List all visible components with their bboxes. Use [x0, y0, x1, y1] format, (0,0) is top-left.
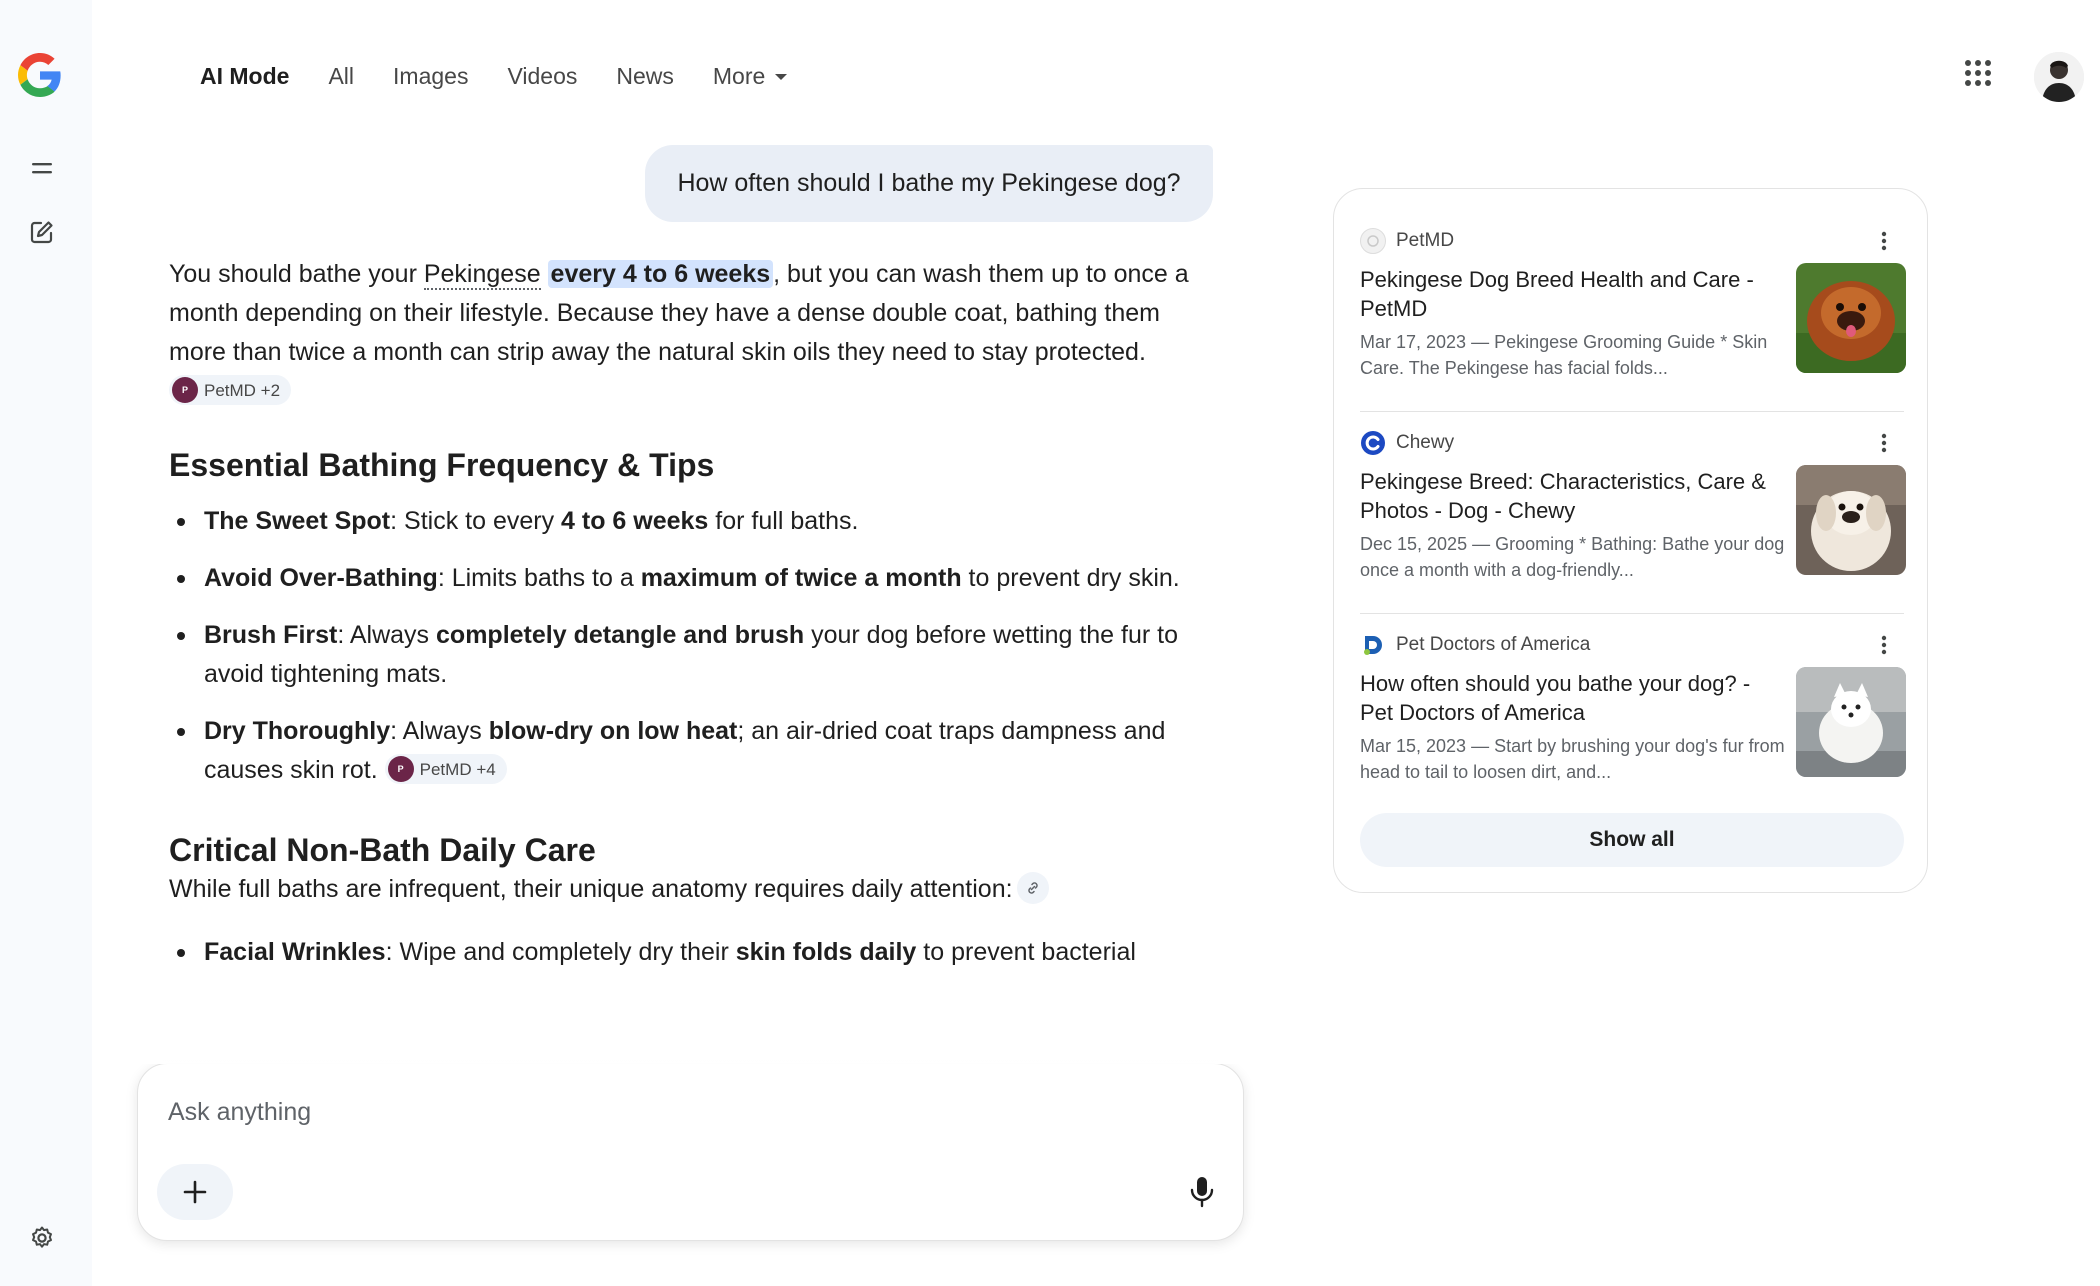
item-text: to prevent dry skin. [961, 564, 1180, 592]
menu-button[interactable] [26, 152, 58, 184]
kebab-menu-icon[interactable] [1872, 633, 1896, 657]
item-title: Brush First [204, 621, 338, 649]
source-snippet: Mar 17, 2023 — Pekingese Grooming Guide * Skin Care. The Pekingese has facial folds... [1360, 332, 1768, 378]
petmd-favicon-icon: P [172, 377, 198, 403]
item-text: to prevent bacterial [916, 938, 1136, 966]
source-header [1360, 429, 1904, 457]
petmd-favicon-icon: P [388, 756, 414, 782]
term-pekingese[interactable]: Pekingese [423, 260, 541, 288]
source-card [1360, 429, 1904, 579]
new-chat-icon [28, 218, 56, 246]
intro-space [541, 260, 548, 288]
source-header [1360, 227, 1904, 255]
item-text: : Limits baths to a [437, 564, 641, 592]
source-snippet: Dec 15, 2025 — Grooming * Bathing: Bathe your dog once a month with a dog-friendly... [1360, 534, 1785, 580]
settings-button[interactable] [26, 1222, 58, 1254]
source-title[interactable]: How often should you bathe your dog? - Pet Doctors of America [1360, 671, 1751, 725]
ai-answer [169, 255, 1219, 972]
pet-doctors-favicon-icon [1360, 632, 1386, 658]
item-emphasis: blow-dry on low heat [488, 717, 738, 745]
microphone-icon [1188, 1175, 1216, 1209]
gear-icon [28, 1224, 56, 1252]
source-site-name: Chewy [1396, 432, 1455, 453]
source-snippet: Mar 15, 2023 — Start by brushing your dog's fur from head to tail to loosen dirt, and... [1360, 736, 1785, 782]
item-title: Avoid Over-Bathing [204, 564, 438, 592]
tips-list [169, 502, 1219, 790]
composer-fade [138, 1024, 1243, 1064]
composer [137, 1063, 1244, 1241]
source-chip-label: PetMD +4 [419, 759, 496, 779]
plus-icon [182, 1179, 208, 1205]
apps-grid-icon[interactable] [1963, 58, 1993, 88]
source-site-name: Pet Doctors of America [1396, 634, 1591, 655]
section-heading: Essential Bathing Frequency & Tips [169, 447, 715, 483]
divider [1360, 613, 1904, 614]
tab-news[interactable]: News [616, 62, 674, 89]
pekingese-photo [1796, 263, 1906, 373]
list-item [169, 559, 1219, 598]
source-thumbnail[interactable] [1796, 667, 1906, 777]
divider [1360, 411, 1904, 412]
source-chip[interactable] [169, 375, 291, 405]
account-avatar[interactable] [2034, 52, 2084, 102]
section-intro [169, 870, 1219, 909]
link-citation-button[interactable] [1017, 872, 1049, 904]
source-thumbnail[interactable] [1796, 465, 1906, 575]
list-item [169, 712, 1219, 790]
list-item [169, 933, 1219, 972]
source-card [1360, 227, 1904, 377]
item-emphasis: completely detangle and brush [436, 621, 805, 649]
source-chip-label: PetMD +2 [204, 380, 281, 400]
avatar-image [2034, 52, 2084, 102]
source-header [1360, 631, 1904, 659]
link-icon [1025, 880, 1041, 896]
item-text: for full baths. [708, 507, 859, 535]
list-item [169, 502, 1219, 541]
sources-panel [1333, 188, 1928, 893]
section-intro-text: While full baths are infrequent, their unique anatomy requires daily attention: [169, 875, 1013, 903]
kebab-menu-icon[interactable] [1872, 229, 1896, 253]
ask-input[interactable] [168, 1098, 1068, 1127]
source-site-name: PetMD [1396, 230, 1455, 251]
item-emphasis: 4 to 6 weeks [561, 507, 709, 535]
source-chip[interactable] [385, 754, 507, 784]
item-text: ; an air-dried coat traps dampness and causes skin rot. [204, 717, 1166, 784]
google-g-icon[interactable] [18, 53, 62, 97]
new-chat-button[interactable] [26, 216, 58, 248]
tab-videos[interactable]: Videos [507, 62, 578, 89]
item-text: your dog before wetting the fur to avoid tightening mats. [204, 621, 1178, 688]
caret-down-icon [775, 74, 787, 80]
intro-text: You should bathe your [169, 260, 424, 288]
source-title[interactable]: Pekingese Breed: Characteristics, Care & Photos - Dog - Chewy [1360, 469, 1766, 523]
intro-text-rest: , but you can wash them up to once a month depending on their lifestyle. Because they have a dense double coat, bathing them more than twice a month can strip away the natural skin oils they need to stay protected. [169, 260, 1189, 366]
tab-more[interactable] [713, 63, 787, 90]
search-tabs [200, 56, 787, 96]
tab-more-label: More [712, 62, 766, 89]
item-text: : Always [390, 717, 489, 745]
daily-care-list [169, 933, 1219, 972]
pekingese-photo [1796, 465, 1906, 575]
source-card [1360, 631, 1904, 781]
add-attachment-button[interactable] [157, 1164, 233, 1220]
chewy-favicon-icon [1360, 430, 1386, 456]
item-title: The Sweet Spot [204, 507, 391, 535]
tab-images[interactable]: Images [393, 62, 469, 89]
voice-input-button[interactable] [1182, 1172, 1222, 1212]
item-emphasis: maximum of twice a month [640, 564, 962, 592]
tab-all[interactable]: All [328, 62, 355, 89]
item-text: : Wipe and completely dry their [385, 938, 736, 966]
kebab-menu-icon[interactable] [1872, 431, 1896, 455]
source-thumbnail[interactable] [1796, 263, 1906, 373]
tab-ai-mode[interactable]: AI Mode [200, 62, 290, 89]
source-title[interactable]: Pekingese Dog Breed Health and Care - PetMD [1360, 267, 1754, 321]
show-all-button[interactable]: Show all [1360, 813, 1904, 867]
list-item [169, 616, 1219, 694]
menu-icon [28, 154, 56, 182]
answer-intro [169, 255, 1219, 411]
item-title: Dry Thoroughly [204, 717, 391, 745]
user-query-bubble: How often should I bathe my Pekingese dog? [645, 145, 1213, 222]
item-title: Facial Wrinkles [204, 938, 386, 966]
highlight-answer[interactable]: every 4 to 6 weeks [548, 260, 774, 288]
white-dog-photo [1796, 667, 1906, 777]
item-emphasis: skin folds daily [735, 938, 917, 966]
petmd-favicon-icon [1360, 228, 1386, 254]
left-rail [0, 0, 92, 1286]
section-heading: Critical Non-Bath Daily Care [169, 832, 596, 868]
item-text: : Always [337, 621, 437, 649]
item-text: : Stick to every [390, 507, 562, 535]
